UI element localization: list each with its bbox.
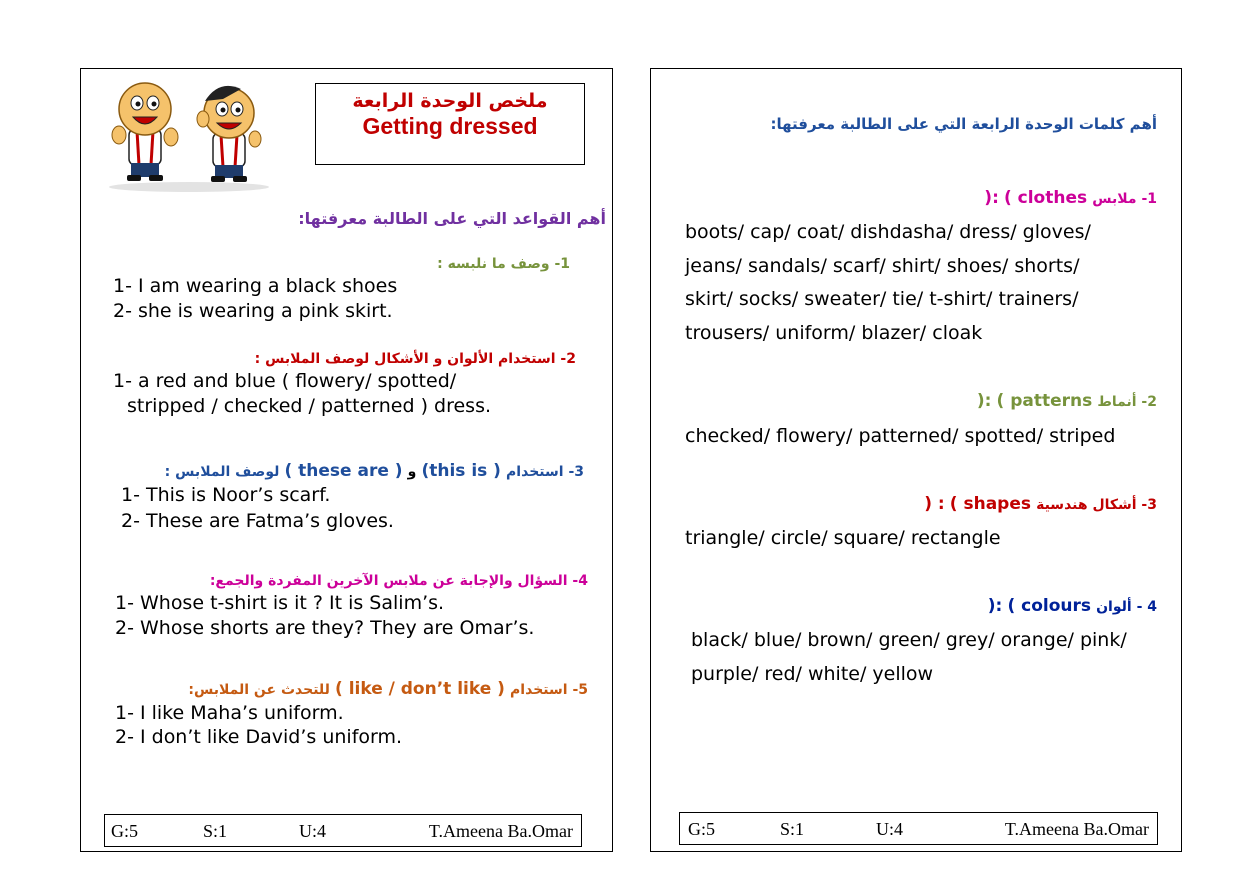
- section-3-heading: [165, 461, 584, 481]
- clothes-line-3: skirt/ socks/ sweater/ tie/ t-shirt/ trainers/: [685, 288, 1079, 310]
- cartoon-characters-clipart: [101, 75, 279, 193]
- section-4-line-1: 1- Whose t-shirt is it ? It is Salim’s.: [115, 592, 445, 614]
- shapes-line-1: triangle/ circle/ square/ rectangle: [685, 527, 1001, 549]
- section-5-keyword: ( like / don’t like ): [335, 679, 505, 699]
- section-3-and: و: [407, 464, 417, 480]
- section-3-prefix: 3- استخدام: [506, 464, 584, 480]
- section-5-suffix: للتحدث عن الملابس:: [188, 682, 330, 698]
- section-3-keyword-this-is: (this is ): [421, 461, 501, 481]
- patterns-line-1: checked/ flowery/ patterned/ spotted/ striped: [685, 425, 1116, 447]
- left-panel: [80, 68, 613, 852]
- patterns-heading: [977, 391, 1157, 411]
- colours-line-1: black/ blue/ brown/ green/ grey/ orange/ pink/: [691, 629, 1127, 651]
- section-5-heading: [188, 679, 588, 699]
- colours-number: 4 - ألوان: [1096, 599, 1157, 615]
- footer-unit: U:4: [299, 821, 326, 841]
- left-footer: [104, 814, 582, 847]
- shapes-heading: [924, 494, 1157, 514]
- colours-end: ):: [987, 596, 1003, 616]
- rules-heading: أهم القواعد التي على الطالبة معرفتها:: [298, 209, 606, 228]
- section-5-line-2: 2- I don’t like David’s uniform.: [115, 726, 403, 748]
- section-3-keyword-these-are: ( these are ): [284, 461, 403, 481]
- colours-line-2: purple/ red/ white/ yellow: [691, 663, 934, 685]
- section-2-heading: 2- استخدام الألوان و الأشكال لوصف الملابس :: [254, 351, 576, 367]
- section-3-line-1: 1- This is Noor’s scarf.: [121, 484, 331, 506]
- colours-keyword: ( colours: [1007, 596, 1092, 616]
- right-panel: [650, 68, 1182, 852]
- footer-semester: S:1: [203, 821, 228, 841]
- clothes-line-2: jeans/ sandals/ scarf/ shirt/ shoes/ shorts/: [685, 255, 1080, 277]
- footer-grade: G:5: [688, 819, 715, 839]
- footer-semester: S:1: [780, 819, 805, 839]
- shapes-number: 3- أشكال هندسية: [1036, 497, 1157, 513]
- vocabulary-heading: أهم كلمات الوحدة الرابعة التي على الطالبة معرفتها:: [770, 115, 1157, 133]
- clothes-line-1: boots/ cap/ coat/ dishdasha/ dress/ gloves/: [685, 221, 1091, 243]
- patterns-keyword: ( patterns: [996, 391, 1093, 411]
- colours-heading: [988, 596, 1157, 616]
- section-3-line-2: 2- These are Fatma’s gloves.: [121, 510, 394, 532]
- clothes-line-4: trousers/ uniform/ blazer/ cloak: [685, 322, 983, 344]
- unit-title-arabic: ملخص الوحدة الرابعة: [352, 90, 548, 112]
- section-1-heading: 1- وصف ما نلبسه :: [437, 256, 570, 272]
- section-3-suffix: لوصف الملابس :: [164, 464, 280, 480]
- clothes-number: 1- ملابس: [1092, 191, 1157, 207]
- shapes-keyword: ( shapes: [949, 494, 1031, 514]
- patterns-end: ):: [976, 391, 992, 411]
- section-5-line-1: 1- I like Maha’s uniform.: [115, 702, 344, 724]
- patterns-number: 2- أنماط: [1097, 394, 1157, 410]
- clothes-heading: [984, 188, 1157, 208]
- section-2-line-2: stripped / checked / patterned ) dress.: [127, 395, 492, 417]
- section-2-line-1: 1- a red and blue ( flowery/ spotted/: [113, 370, 457, 392]
- unit-title-english: Getting dressed: [362, 113, 538, 139]
- shapes-end: ) :: [924, 494, 945, 514]
- footer-unit: U:4: [876, 819, 903, 839]
- clothes-keyword: ( clothes: [1003, 188, 1088, 208]
- footer-grade: G:5: [111, 821, 138, 841]
- section-4-line-2: 2- Whose shorts are they? They are Omar’s.: [115, 617, 535, 639]
- footer-teacher: T.Ameena Ba.Omar: [1004, 819, 1149, 839]
- footer-teacher: T.Ameena Ba.Omar: [428, 821, 573, 841]
- section-1-line-1: 1- I am wearing a black shoes: [113, 275, 398, 297]
- unit-title-box: [315, 83, 585, 165]
- right-footer: [679, 812, 1158, 845]
- section-5-prefix: 5- استخدام: [510, 682, 588, 698]
- section-1-line-2: 2- she is wearing a pink skirt.: [113, 300, 393, 322]
- clothes-end: ):: [984, 188, 999, 208]
- section-4-heading: 4- السؤال والإجابة عن ملابس الآخرين المفردة والجمع:: [209, 573, 588, 589]
